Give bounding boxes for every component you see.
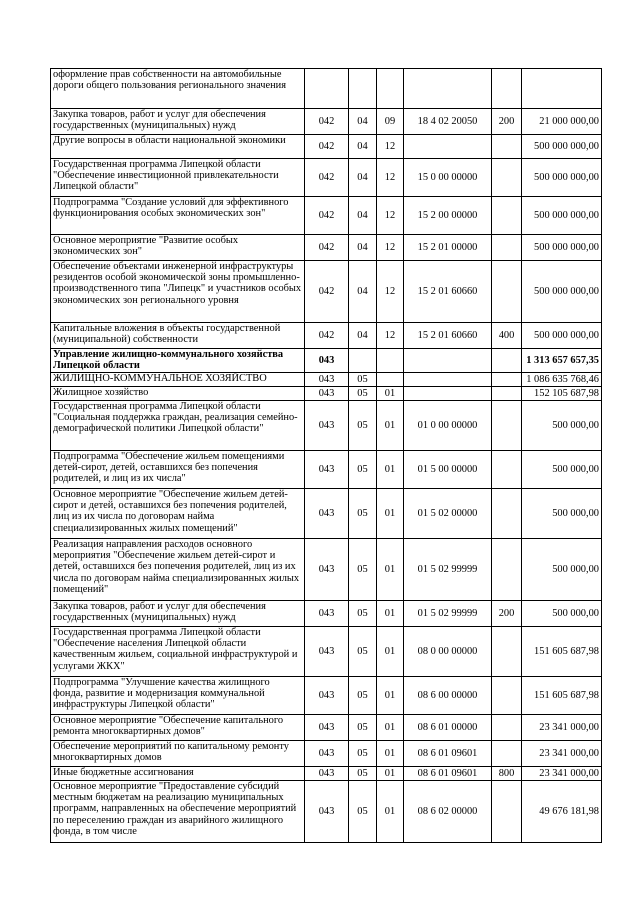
section-code-cell: 05 — [349, 601, 377, 627]
row-name-cell: Основное мероприятие "Обеспечение жильем детей-сирот и детей, оставшихся без попечения родителей, лиц из их числа по договорам найма специализированных жилых помещений" — [51, 489, 305, 539]
table-row — [51, 489, 602, 539]
subsection-code-cell: 01 — [377, 401, 404, 451]
row-name-cell: Обеспечение объектами инженерной инфраструктуры резидентов особой экономической зоны промышленно-производственного типа "Липецк" и участников особых экономических зон регионального уровня — [51, 261, 305, 323]
table-row — [51, 159, 602, 197]
section-code-cell: 05 — [349, 781, 377, 843]
amount-cell: 500 000,00 — [522, 601, 602, 627]
expense-type-cell — [492, 261, 522, 323]
amount-cell: 151 605 687,98 — [522, 677, 602, 715]
section-code-cell: 04 — [349, 235, 377, 261]
expense-type-cell — [492, 373, 522, 387]
ministry-code-cell: 042 — [305, 197, 349, 235]
subsection-code-cell — [377, 373, 404, 387]
subsection-code-cell: 01 — [377, 539, 404, 601]
expense-type-cell: 800 — [492, 767, 522, 781]
section-code-cell: 05 — [349, 489, 377, 539]
amount-cell: 500 000,00 — [522, 451, 602, 489]
ministry-code-cell: 043 — [305, 677, 349, 715]
ministry-code-cell: 042 — [305, 235, 349, 261]
subsection-code-cell: 12 — [377, 197, 404, 235]
amount-cell: 23 341 000,00 — [522, 767, 602, 781]
ministry-code-cell: 042 — [305, 261, 349, 323]
expense-type-cell — [492, 197, 522, 235]
section-code-cell: 05 — [349, 401, 377, 451]
amount-cell: 500 000,00 — [522, 489, 602, 539]
section-code-cell: 04 — [349, 135, 377, 159]
ministry-code-cell: 043 — [305, 627, 349, 677]
target-article-cell — [404, 387, 492, 401]
row-name-cell: Подпрограмма "Создание условий для эффективного функционирования особых экономических зон" — [51, 197, 305, 235]
ministry-code-cell: 042 — [305, 109, 349, 135]
target-article-cell: 08 0 00 00000 — [404, 627, 492, 677]
subsection-code-cell: 01 — [377, 601, 404, 627]
table-row — [51, 323, 602, 349]
table-row — [51, 781, 602, 843]
expense-type-cell — [492, 401, 522, 451]
ministry-code-cell: 043 — [305, 349, 349, 373]
target-article-cell: 08 6 02 00000 — [404, 781, 492, 843]
expense-type-cell — [492, 387, 522, 401]
row-name-cell: Управление жилищно-коммунального хозяйства Липецкой области — [51, 349, 305, 373]
section-code-cell: 04 — [349, 109, 377, 135]
table-row — [51, 601, 602, 627]
expense-type-cell: 200 — [492, 601, 522, 627]
expense-type-cell — [492, 235, 522, 261]
target-article-cell: 18 4 02 20050 — [404, 109, 492, 135]
subsection-code-cell: 12 — [377, 261, 404, 323]
subsection-code-cell: 01 — [377, 489, 404, 539]
target-article-cell — [404, 69, 492, 109]
expense-type-cell — [492, 677, 522, 715]
table-row — [51, 627, 602, 677]
section-code-cell: 05 — [349, 767, 377, 781]
amount-cell: 500 000,00 — [522, 539, 602, 601]
target-article-cell: 15 2 01 60660 — [404, 323, 492, 349]
subsection-code-cell: 01 — [377, 715, 404, 741]
subsection-code-cell: 01 — [377, 387, 404, 401]
subsection-code-cell: 01 — [377, 451, 404, 489]
row-name-cell: Закупка товаров, работ и услуг для обеспечения государственных (муниципальных) нужд — [51, 601, 305, 627]
row-name-cell: Закупка товаров, работ и услуг для обеспечения государственных (муниципальных) нужд — [51, 109, 305, 135]
amount-cell: 21 000 000,00 — [522, 109, 602, 135]
expense-type-cell — [492, 489, 522, 539]
table-row — [51, 197, 602, 235]
subsection-code-cell: 01 — [377, 781, 404, 843]
target-article-cell — [404, 135, 492, 159]
ministry-code-cell: 043 — [305, 373, 349, 387]
target-article-cell: 08 6 01 00000 — [404, 715, 492, 741]
section-code-cell: 05 — [349, 715, 377, 741]
row-name-cell: Реализация направления расходов основного мероприятия "Обеспечение жильем детей-сирот и детей, оставшихся без попечения родителей, лиц из их числа по договорам найма специализированных жилых помещений" — [51, 539, 305, 601]
expense-type-cell — [492, 159, 522, 197]
table-row — [51, 677, 602, 715]
expense-type-cell — [492, 69, 522, 109]
row-name-cell: Иные бюджетные ассигнования — [51, 767, 305, 781]
table-row — [51, 451, 602, 489]
amount-cell: 500 000 000,00 — [522, 235, 602, 261]
target-article-cell: 01 5 02 00000 — [404, 489, 492, 539]
row-name-cell: оформление прав собственности на автомобильные дороги общего пользования регионального значения — [51, 69, 305, 109]
target-article-cell: 08 6 01 09601 — [404, 741, 492, 767]
section-code-cell: 04 — [349, 323, 377, 349]
expense-type-cell — [492, 135, 522, 159]
ministry-code-cell: 043 — [305, 539, 349, 601]
target-article-cell: 01 0 00 00000 — [404, 401, 492, 451]
section-code-cell: 05 — [349, 741, 377, 767]
row-name-cell: Жилищное хозяйство — [51, 387, 305, 401]
target-article-cell: 15 2 01 00000 — [404, 235, 492, 261]
amount-cell: 500 000,00 — [522, 401, 602, 451]
target-article-cell: 15 0 00 00000 — [404, 159, 492, 197]
row-name-cell: Основное мероприятие "Обеспечение капитального ремонта многоквартирных домов" — [51, 715, 305, 741]
section-code-cell: 05 — [349, 387, 377, 401]
subsection-code-cell: 01 — [377, 767, 404, 781]
ministry-code-cell: 043 — [305, 781, 349, 843]
section-code-cell: 05 — [349, 373, 377, 387]
expense-type-cell: 400 — [492, 323, 522, 349]
ministry-code-cell: 042 — [305, 323, 349, 349]
target-article-cell: 01 5 02 99999 — [404, 539, 492, 601]
table-row — [51, 109, 602, 135]
section-code-cell: 05 — [349, 539, 377, 601]
expense-type-cell — [492, 451, 522, 489]
amount-cell — [522, 69, 602, 109]
row-name-cell: Капитальные вложения в объекты государственной (муниципальной) собственности — [51, 323, 305, 349]
subsection-code-cell — [377, 349, 404, 373]
section-code-cell: 05 — [349, 627, 377, 677]
table-row — [51, 715, 602, 741]
amount-cell: 152 105 687,98 — [522, 387, 602, 401]
row-name-cell: Государственная программа Липецкой области "Социальная поддержка граждан, реализация семейно-демографической политики Липецкой области" — [51, 401, 305, 451]
amount-cell: 49 676 181,98 — [522, 781, 602, 843]
table-row — [51, 349, 602, 373]
ministry-code-cell: 043 — [305, 387, 349, 401]
target-article-cell: 15 2 01 60660 — [404, 261, 492, 323]
section-code-cell: 05 — [349, 677, 377, 715]
row-name-cell: Другие вопросы в области национальной экономики — [51, 135, 305, 159]
amount-cell: 23 341 000,00 — [522, 715, 602, 741]
amount-cell: 23 341 000,00 — [522, 741, 602, 767]
subsection-code-cell: 01 — [377, 741, 404, 767]
row-name-cell: Государственная программа Липецкой области "Обеспечение инвестиционной привлекательности Липецкой области" — [51, 159, 305, 197]
expense-type-cell — [492, 349, 522, 373]
budget-table — [50, 68, 602, 843]
table-row — [51, 387, 602, 401]
subsection-code-cell: 12 — [377, 235, 404, 261]
amount-cell: 500 000 000,00 — [522, 197, 602, 235]
expense-type-cell: 200 — [492, 109, 522, 135]
subsection-code-cell: 01 — [377, 627, 404, 677]
table-row — [51, 261, 602, 323]
target-article-cell: 15 2 00 00000 — [404, 197, 492, 235]
row-name-cell: Подпрограмма "Обеспечение жильем помещениями детей-сирот, детей, оставшихся без попечения родителей, и лиц из их числа" — [51, 451, 305, 489]
table-row — [51, 373, 602, 387]
subsection-code-cell: 12 — [377, 159, 404, 197]
target-article-cell — [404, 349, 492, 373]
row-name-cell: Основное мероприятие "Развитие особых экономических зон" — [51, 235, 305, 261]
target-article-cell: 01 5 02 99999 — [404, 601, 492, 627]
subsection-code-cell: 12 — [377, 323, 404, 349]
subsection-code-cell — [377, 69, 404, 109]
section-code-cell: 04 — [349, 159, 377, 197]
subsection-code-cell: 09 — [377, 109, 404, 135]
ministry-code-cell: 043 — [305, 601, 349, 627]
amount-cell: 151 605 687,98 — [522, 627, 602, 677]
table-row — [51, 69, 602, 109]
ministry-code-cell: 042 — [305, 159, 349, 197]
section-code-cell — [349, 349, 377, 373]
table-row — [51, 767, 602, 781]
ministry-code-cell: 043 — [305, 401, 349, 451]
section-code-cell: 04 — [349, 197, 377, 235]
row-name-cell: Обеспечение мероприятий по капитальному ремонту многоквартирных домов — [51, 741, 305, 767]
target-article-cell: 08 6 01 09601 — [404, 767, 492, 781]
amount-cell: 500 000 000,00 — [522, 159, 602, 197]
amount-cell: 500 000 000,00 — [522, 323, 602, 349]
ministry-code-cell: 042 — [305, 135, 349, 159]
section-code-cell — [349, 69, 377, 109]
amount-cell: 500 000 000,00 — [522, 135, 602, 159]
expense-type-cell — [492, 539, 522, 601]
section-code-cell: 05 — [349, 451, 377, 489]
ministry-code-cell: 043 — [305, 489, 349, 539]
target-article-cell: 08 6 00 00000 — [404, 677, 492, 715]
table-row — [51, 539, 602, 601]
budget-document-page — [50, 68, 601, 843]
expense-type-cell — [492, 715, 522, 741]
table-row — [51, 235, 602, 261]
table-row — [51, 741, 602, 767]
subsection-code-cell: 12 — [377, 135, 404, 159]
ministry-code-cell — [305, 69, 349, 109]
amount-cell: 500 000 000,00 — [522, 261, 602, 323]
subsection-code-cell: 01 — [377, 677, 404, 715]
ministry-code-cell: 043 — [305, 715, 349, 741]
expense-type-cell — [492, 741, 522, 767]
amount-cell: 1 086 635 768,46 — [522, 373, 602, 387]
amount-cell: 1 313 657 657,35 — [522, 349, 602, 373]
ministry-code-cell: 043 — [305, 741, 349, 767]
expense-type-cell — [492, 781, 522, 843]
row-name-cell: Основное мероприятие "Предоставление субсидий местным бюджетам на реализацию муниципальных программ, направленных на обеспечение мероприятий по переселению граждан из аварийного жилищного фонда, в том числе — [51, 781, 305, 843]
ministry-code-cell: 043 — [305, 767, 349, 781]
table-row — [51, 401, 602, 451]
row-name-cell: Подпрограмма "Улучшение качества жилищного фонда, развитие и модернизация коммунальной инфраструктуры Липецкой области" — [51, 677, 305, 715]
ministry-code-cell: 043 — [305, 451, 349, 489]
target-article-cell: 01 5 00 00000 — [404, 451, 492, 489]
row-name-cell: Государственная программа Липецкой области "Обеспечение населения Липецкой области качественным жильем, социальной инфраструктурой и услугами ЖКХ" — [51, 627, 305, 677]
budget-table-body — [51, 69, 602, 843]
section-code-cell: 04 — [349, 261, 377, 323]
target-article-cell — [404, 373, 492, 387]
expense-type-cell — [492, 627, 522, 677]
row-name-cell: ЖИЛИЩНО-КОММУНАЛЬНОЕ ХОЗЯЙСТВО — [51, 373, 305, 387]
table-row — [51, 135, 602, 159]
